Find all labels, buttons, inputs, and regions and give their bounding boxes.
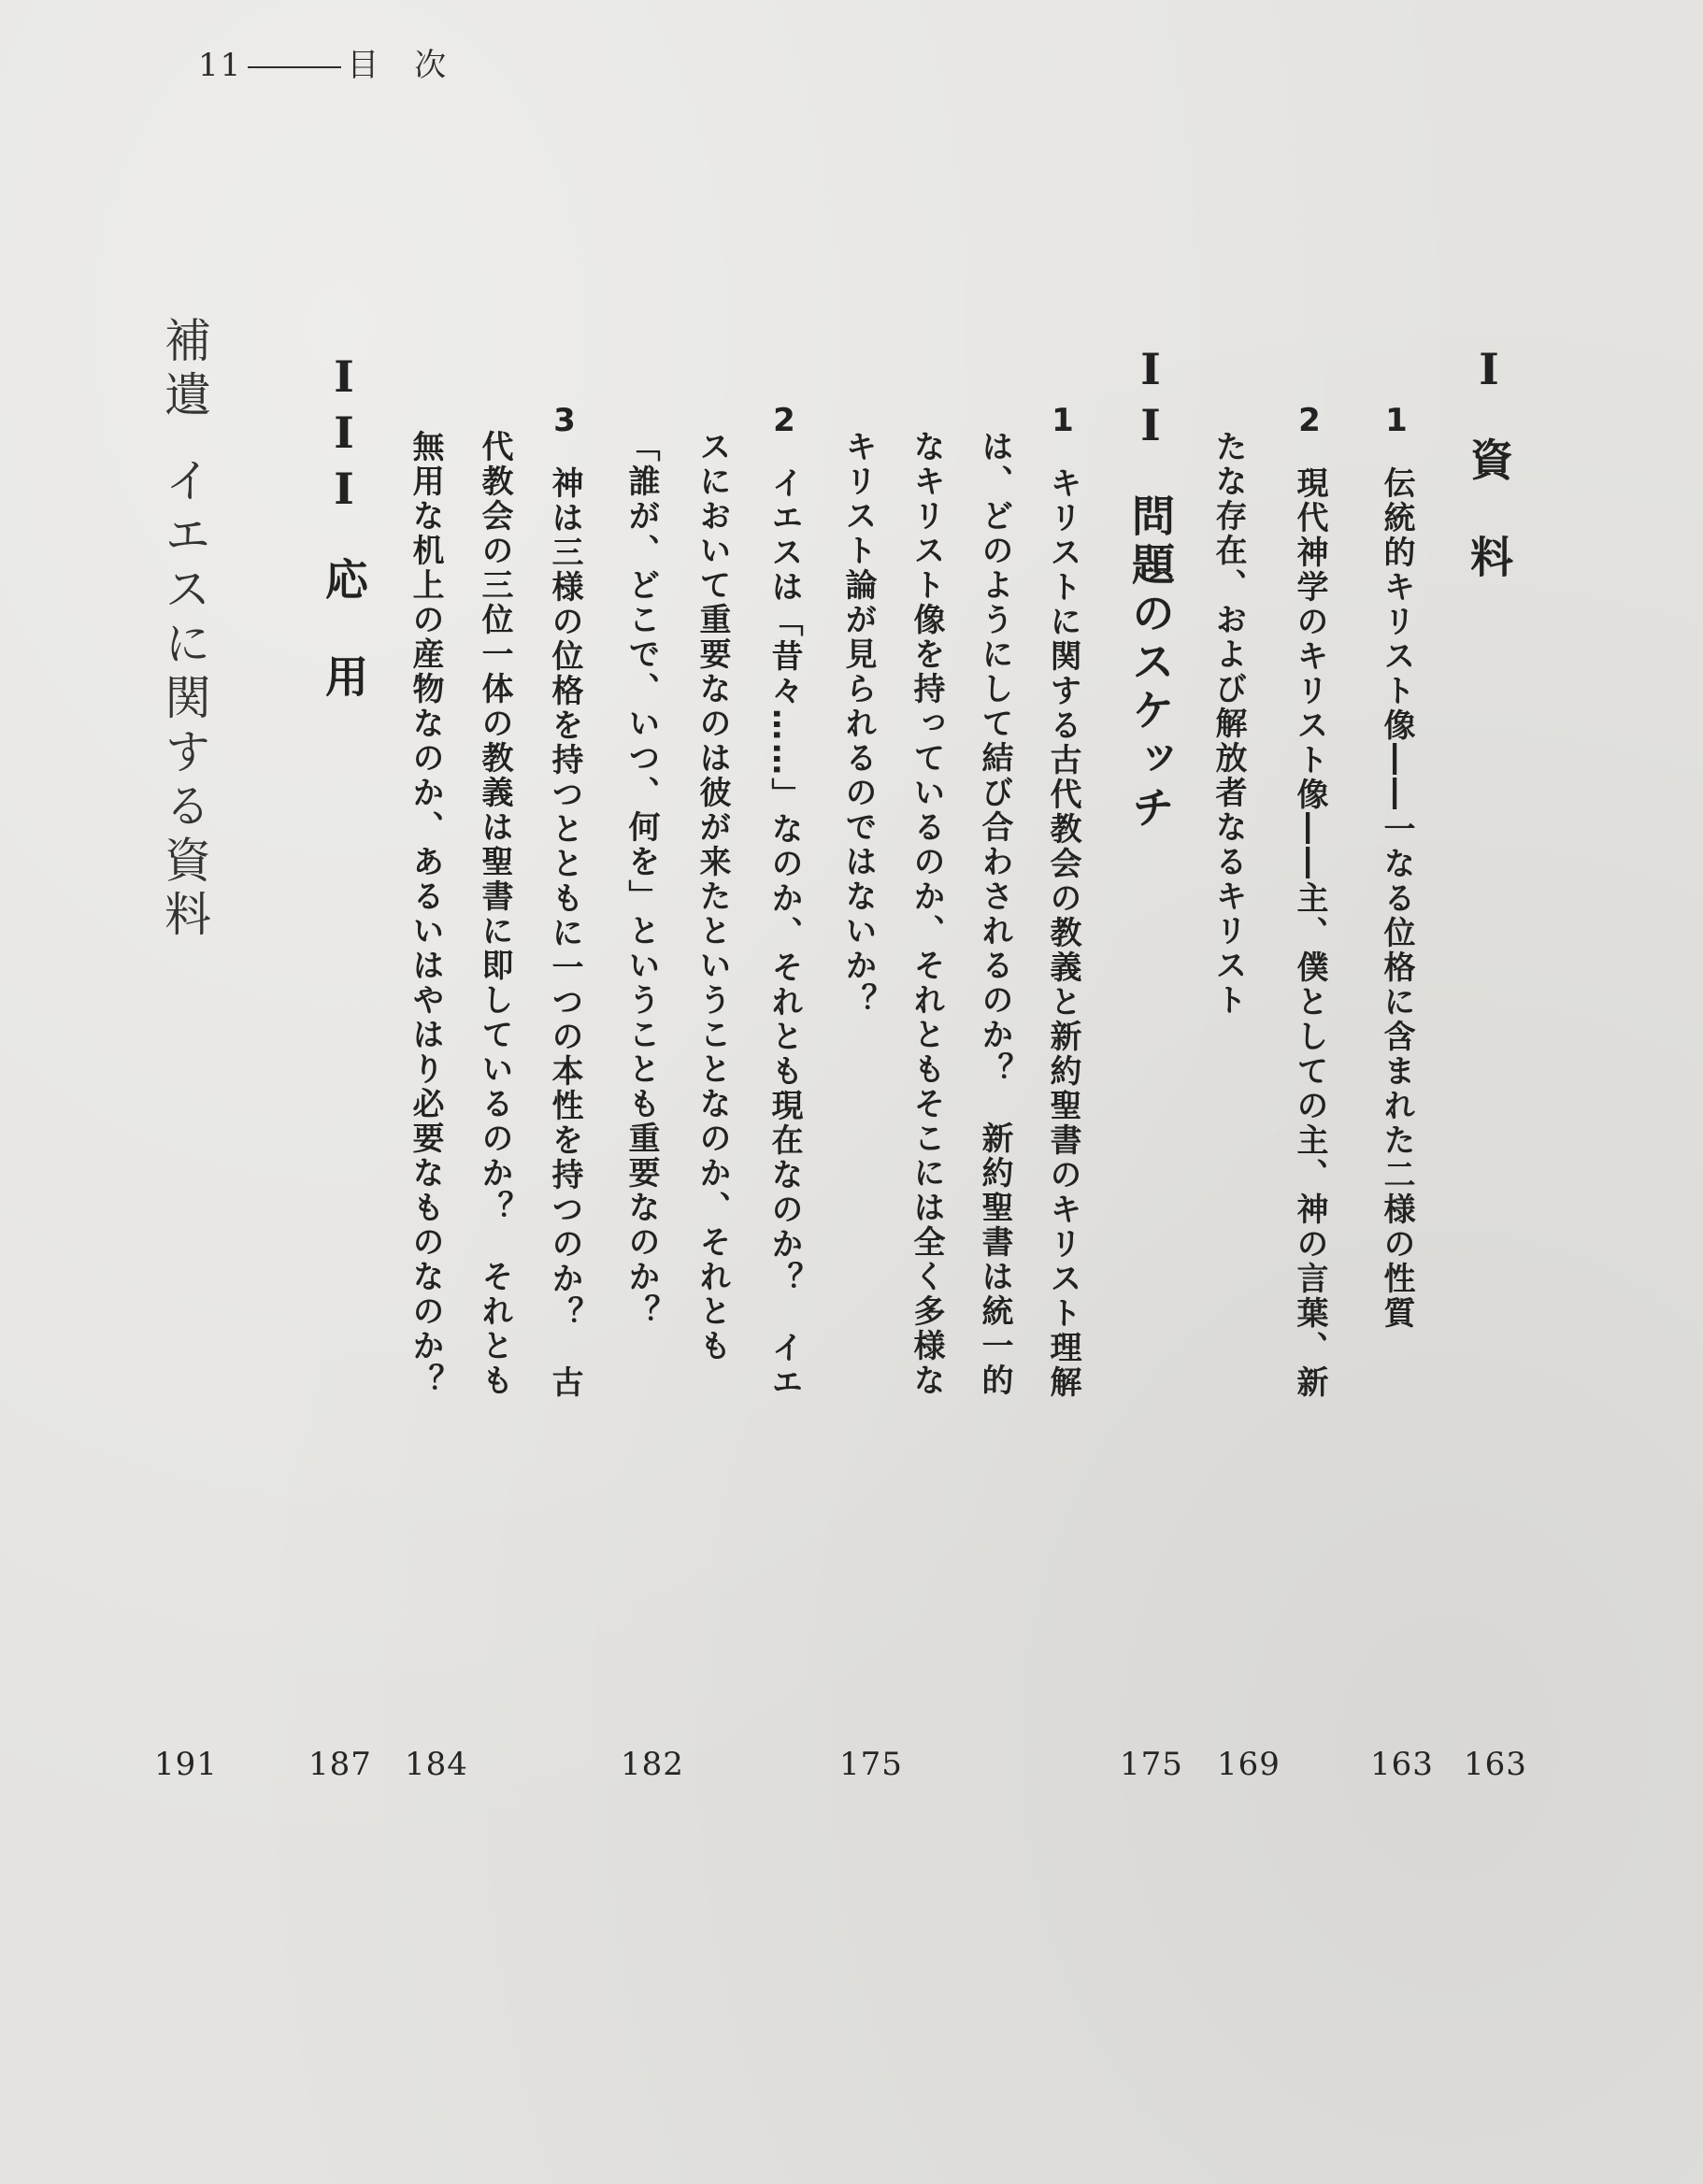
- part1-item2: [1291, 402, 1328, 1400]
- part2-item2-number: 2: [766, 402, 803, 442]
- appendix-heading: [157, 316, 211, 944]
- page-number-part1: 163: [1464, 1746, 1527, 1783]
- running-head: [198, 39, 448, 85]
- part1-item2-text: 現代神学のキリスト像――主、僕としての主、神の言葉、新: [1291, 466, 1328, 1400]
- part2-heading: [1125, 344, 1176, 834]
- running-head-rule: [248, 66, 341, 68]
- part2-item2-text: イエスは「昔々……」なのか、それとも現在なのか？ イエ: [766, 466, 803, 1400]
- part3-heading: [319, 351, 369, 703]
- page-number-part2-item3: 184: [405, 1746, 468, 1783]
- page-number-part2: 175: [1120, 1746, 1183, 1783]
- page-number-appendix: 191: [154, 1746, 218, 1783]
- page-number-part1-item2: 169: [1217, 1746, 1281, 1783]
- page-number-part2-item2: 182: [621, 1746, 684, 1783]
- part1-item2-continued: たな存在、および解放者なるキリスト: [1209, 430, 1247, 1018]
- part2-title: 問題のスケッチ: [1125, 493, 1176, 834]
- running-head-title: 目 次: [347, 47, 449, 84]
- folio: 11: [198, 47, 243, 84]
- part2-item1-line3: なキリスト像を持っているのか、それともそこには全く多様な: [908, 430, 945, 1398]
- part2-item1-line4: キリスト論が見られるのではないか？: [839, 430, 877, 1018]
- part1-item2-number: 2: [1291, 402, 1328, 442]
- page-number-part2-item1: 175: [839, 1746, 903, 1783]
- part2-item3: [546, 402, 583, 1400]
- part2-item3-number: 3: [546, 402, 583, 442]
- appendix-label: 補遺: [157, 316, 211, 424]
- part1-item1: [1378, 402, 1415, 1331]
- part2-item1-line2: は、どのようにして結び合わされるのか？ 新約聖書は統一的: [976, 430, 1013, 1398]
- part2-item1-number: 1: [1044, 402, 1081, 442]
- page-number-part3: 187: [308, 1746, 372, 1783]
- part2-item3-line3: 無用な机上の産物なのか、あるいはやはり必要なものなのか？: [407, 430, 444, 1398]
- appendix-title: イエスに関する資料: [157, 456, 211, 944]
- part2-item2: [766, 402, 803, 1400]
- part3-title: 応 用: [319, 557, 369, 703]
- part1-title: 資 料: [1464, 437, 1514, 583]
- part1-item1-number: 1: [1378, 402, 1415, 442]
- part3-numeral: III: [319, 351, 369, 520]
- part1-item1-text: 伝統的キリスト像――一なる位格に含まれた二様の性質: [1378, 466, 1415, 1331]
- part2-item1-text: キリストに関する古代教会の教義と新約聖書のキリスト理解: [1044, 466, 1081, 1400]
- part2-numeral: II: [1125, 344, 1176, 456]
- part1-heading: [1464, 344, 1514, 583]
- page-number-part1-item1: 163: [1370, 1746, 1434, 1783]
- part2-item3-line2: 代教会の三位一体の教義は聖書に即しているのか？ それとも: [476, 430, 513, 1398]
- part2-item1: [1044, 402, 1081, 1400]
- part2-item2-line3: 「誰が、どこで、いつ、何を」ということも重要なのか？: [623, 430, 660, 1329]
- part2-item3-text: 神は三様の位格を持つとともに一つの本性を持つのか？ 古: [546, 466, 583, 1400]
- part2-item2-line2: スにおいて重要なのは彼が来たということなのか、それとも: [694, 430, 731, 1363]
- part1-numeral: I: [1464, 344, 1514, 400]
